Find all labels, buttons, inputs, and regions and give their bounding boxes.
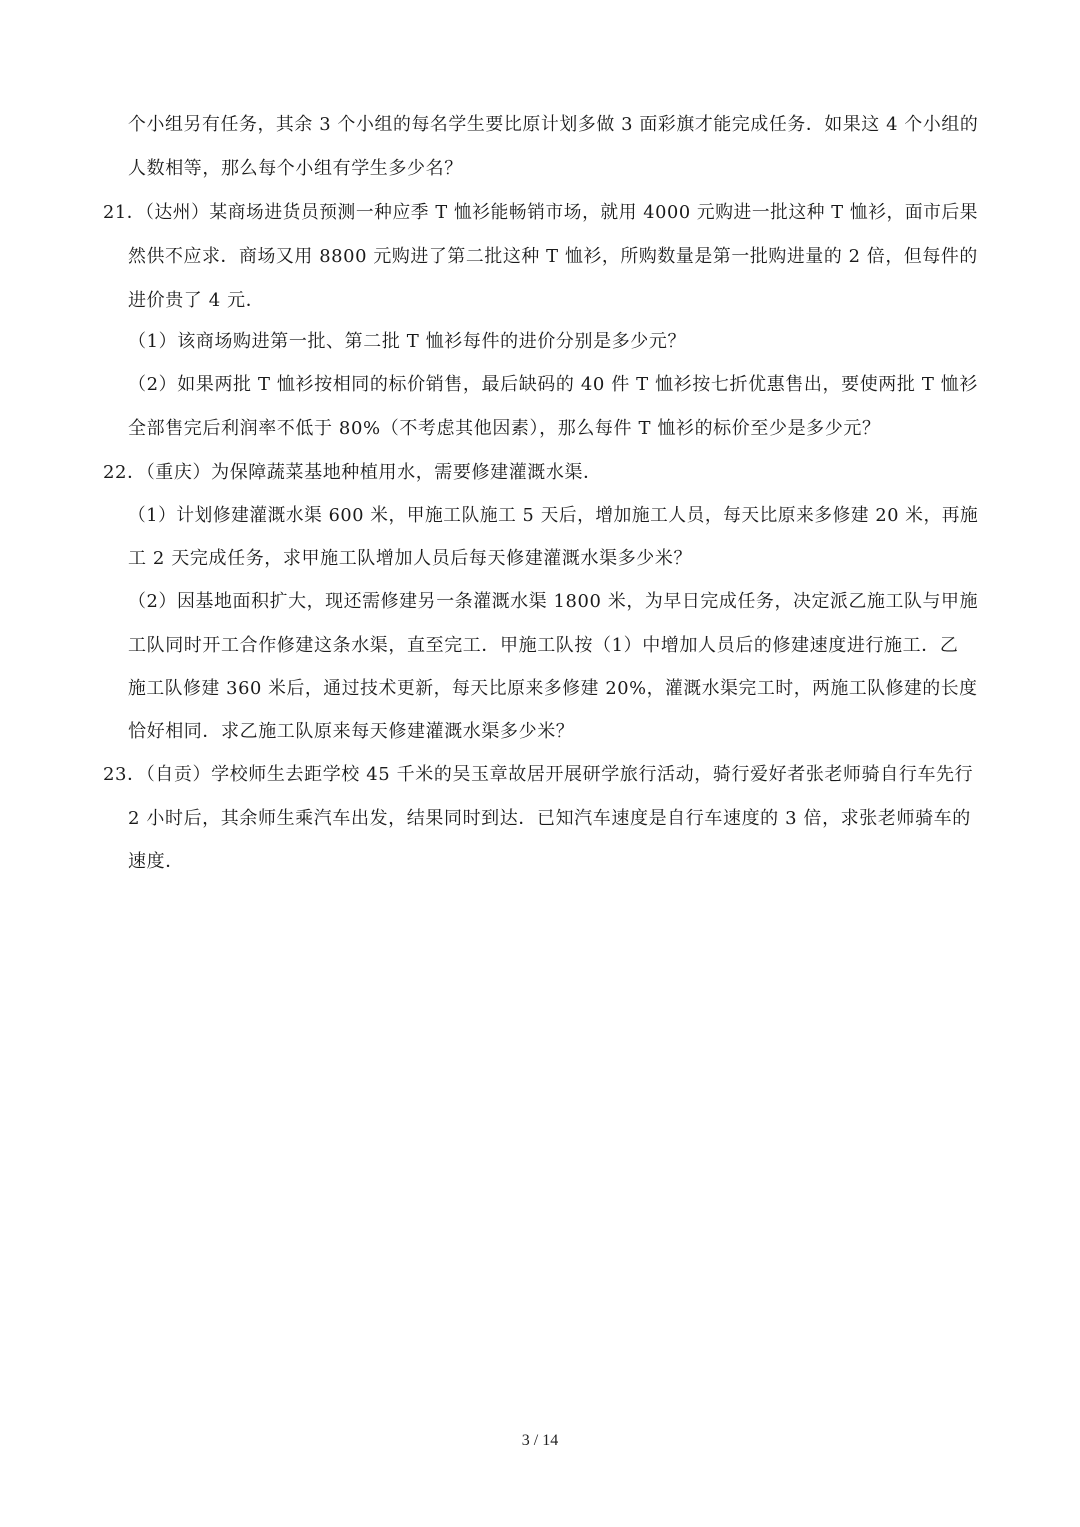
q21-line-2: 然供不应求．商场又用 8800 元购进了第二批这种 T 恤衫，所购数量是第一批购进量的 2 倍，但每件的 <box>128 246 978 267</box>
page-number: 3 / 14 <box>521 1432 559 1449</box>
q22-part-1-line-1: （1）计划修建灌溉水渠 600 米，甲施工队施工 5 天后，增加施工人员，每天比原来多修建 20 米，再施 <box>128 505 979 526</box>
q21-part-1: （1）该商场购进第一批、第二批 T 恤衫每件的进价分别是多少元？ <box>128 331 687 352</box>
q23-line-2: 2 小时后，其余师生乘汽车出发，结果同时到达．已知汽车速度是自行车速度的 3 倍，求张老师骑车的 <box>128 808 971 829</box>
q20-line-1: 个小组另有任务，其余 3 个小组的每名学生要比原计划多做 3 面彩旗才能完成任务．如果这 4 个小组的 <box>128 114 979 135</box>
q21-part-2-line-2: 全部售完后利润率不低于 80%（不考虑其他因素），那么每件 T 恤衫的标价至少是多少元？ <box>128 418 881 439</box>
q22-part-2-line-2: 工队同时开工合作修建这条水渠，直至完工．甲施工队按（1）中增加人员后的修建速度进行施工．乙 <box>128 635 959 656</box>
q22-part-2-line-4: 恰好相同．求乙施工队原来每天修建灌溉水渠多少米？ <box>128 721 575 742</box>
q22-line-1: 22．（重庆）为保障蔬菜基地种植用水，需要修建灌溉水渠． <box>103 462 602 483</box>
q21-line-3: 进价贵了 4 元． <box>128 290 265 311</box>
q22-part-2-line-1: （2）因基地面积扩大，现还需修建另一条灌溉水渠 1800 米，为早日完成任务，决定派乙施工队与甲施 <box>128 591 979 612</box>
q21-part-2-line-1: （2）如果两批 T 恤衫按相同的标价销售，最后缺码的 40 件 T 恤衫按七折优惠售出，要使两批 T 恤衫 <box>128 374 978 395</box>
q21-line-1: 21．（达州）某商场进货员预测一种应季 T 恤衫能畅销市场，就用 4000 元购进一批这种 T 恤衫，面市后果 <box>103 202 979 223</box>
q22-part-2-line-3: 施工队修建 360 米后，通过技术更新，每天比原来多修建 20%，灌溉水渠完工时，两施工队修建的长度 <box>128 678 978 699</box>
q20-line-2: 人数相等，那么每个小组有学生多少名？ <box>128 158 463 179</box>
q23-line-3: 速度． <box>128 851 184 872</box>
q22-part-1-line-2: 工 2 天完成任务，求甲施工队增加人员后每天修建灌溉水渠多少米？ <box>128 548 693 569</box>
q23-line-1: 23．（自贡）学校师生去距学校 45 千米的吴玉章故居开展研学旅行活动，骑行爱好者张老师骑自行车先行 <box>103 764 974 785</box>
